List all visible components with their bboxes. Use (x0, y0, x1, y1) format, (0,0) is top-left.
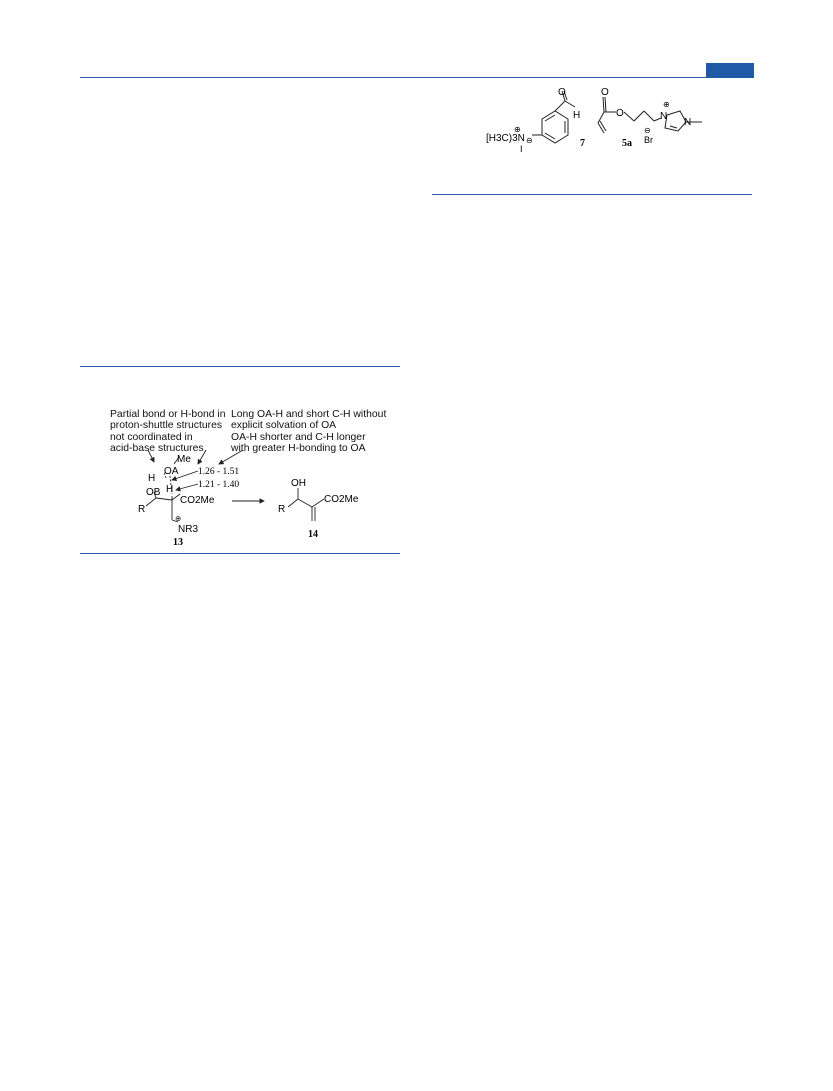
figure-top-bottom-rule (432, 194, 752, 195)
aldehyde-o: O (558, 87, 566, 98)
minus-charge-5a: ⊖ (644, 126, 651, 135)
h-label-1: H (148, 473, 156, 484)
label-compound-5a: 5a (622, 138, 632, 149)
ob-label: OB (146, 487, 161, 498)
r-label-14: R (278, 504, 286, 515)
note-right: Long OA-H and short C-H without explicit solvation of OA OA-H shorter and C-H longer with greater H-bonding to OA (231, 409, 387, 455)
bromide: Br (644, 135, 653, 145)
distance-oa-h: 1.26 - 1.51 (198, 467, 240, 477)
minus-charge-7: ⊖ (526, 136, 533, 145)
imidazolium-n1: N (660, 111, 668, 122)
distance-c-h: 1.21 - 1.40 (198, 480, 240, 490)
oa-label: OA (164, 466, 179, 477)
note-left: Partial bond or H-bond in proton-shuttle structures not coordinated in acid-base structures (110, 409, 226, 455)
plus-charge-7: ⊕ (514, 125, 521, 134)
methyl-me: Me (177, 454, 191, 465)
label-compound-13: 13 (173, 537, 183, 548)
co2me-label-14: CO2Me (324, 494, 359, 505)
trimethylammonium: [H3C)3N (486, 133, 525, 144)
ester-o: O (616, 108, 624, 119)
imidazolium-n3: N (684, 117, 692, 128)
r-label-13: R (138, 504, 146, 515)
figure-scheme-13-14 (80, 450, 400, 550)
oh-label: OH (291, 478, 306, 489)
figure-compounds-7-5a (470, 85, 750, 175)
label-compound-7: 7 (580, 138, 585, 149)
plus-charge-13: ⊕ (175, 514, 182, 523)
benzene-ring (542, 111, 568, 143)
header-rule (80, 77, 754, 78)
header-tab (706, 63, 754, 78)
carbonyl-o: O (601, 87, 609, 98)
label-compound-14: 14 (308, 529, 318, 540)
co2me-label-13: CO2Me (180, 495, 215, 506)
h-label-2: H (166, 484, 174, 495)
plus-charge-5a: ⊕ (663, 100, 670, 109)
iodide: I (520, 144, 523, 154)
aldehyde-h: H (573, 110, 581, 121)
figure-mid-bottom-rule (80, 553, 400, 554)
nr3-label: NR3 (178, 524, 199, 535)
figure-mid-top-rule (80, 366, 400, 367)
